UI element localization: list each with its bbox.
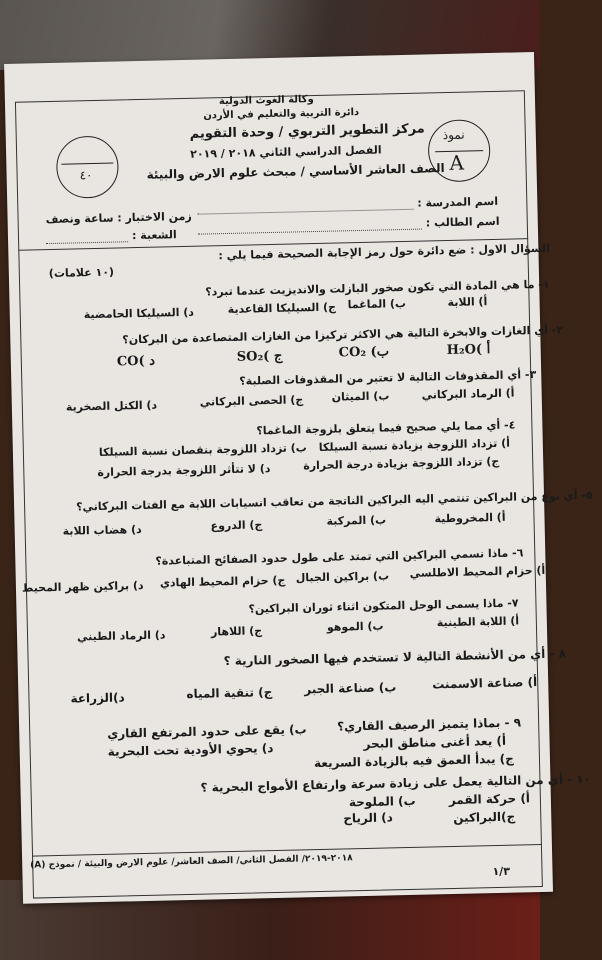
q5-option-d[interactable]: د) هضاب اللابة — [62, 523, 142, 538]
q7-option-c[interactable]: ج) اللاهار — [210, 624, 263, 639]
q7-option-a[interactable]: أ) اللابة الطينية — [436, 614, 520, 630]
q4-option-c[interactable]: ج) تزداد اللزوجة بزيادة درجة الحرارة — [303, 454, 500, 473]
q10-option-a[interactable]: أ) حركة القمر — [448, 791, 531, 808]
q9-option-a[interactable]: أ) يعد أغنى مناطق البحر — [363, 733, 507, 752]
model-letter: A — [449, 150, 465, 175]
question-8: ٨ - أي من الأنشطة التالية لا تستخدم فيها الصخور النارية ؟ — [223, 646, 567, 669]
exam-paper — [4, 52, 593, 904]
q5-option-b[interactable]: ب) المركبة — [326, 513, 387, 528]
q6-option-b[interactable]: ب) براكين الجبال — [295, 569, 390, 585]
q4-option-b[interactable]: ب) تزداد اللزوجة بنقصان نسبة السيلكا — [98, 441, 307, 459]
page-number: ١/٣ — [492, 864, 511, 879]
q8-option-c[interactable]: ج) تنقية المياه — [186, 685, 273, 702]
total-mark: ٤٠ — [79, 168, 93, 183]
q8-option-d[interactable]: د)الزراعة — [70, 690, 125, 706]
q10-option-d[interactable]: د) الرياح — [343, 810, 393, 826]
q3-option-a[interactable]: أ) الرماد البركاني — [421, 386, 515, 402]
course-title: الصف العاشر الأساسي / مبحث علوم الارض والبيئة — [146, 161, 445, 182]
q1-option-c[interactable]: ج) السيليكا القاعدية — [227, 300, 337, 317]
q10-option-b[interactable]: ب) الملوحة — [348, 793, 416, 810]
q4-option-a[interactable]: أ) تزداد اللزوجة بزيادة نسبة السيلكا — [318, 436, 511, 454]
q6-option-c[interactable]: ج) حزام المحيط الهادي — [159, 573, 286, 590]
q10-option-c[interactable]: ج)البراكين — [453, 809, 516, 826]
q3-option-b[interactable]: ب) الميثان — [331, 389, 390, 404]
question-7: ٧- ماذا يسمى الوحل المتكون اثناء ثوران البراكين؟ — [248, 596, 519, 616]
q5-option-c[interactable]: ج) الدروع — [210, 518, 263, 533]
q1-option-a[interactable]: أ) اللابة — [447, 295, 488, 310]
exam-time: زمن الاختبار : ساعة ونصف — [45, 209, 192, 227]
q1-option-d[interactable]: د) السيليكا الحامضية — [83, 305, 195, 322]
section1-instruction: السؤال الاول : ضع دائرة حول رمز الإجابة الصحيحة فيما يلي : — [218, 241, 551, 263]
school-label: اسم المدرسة : — [417, 194, 499, 210]
question-9: ٩ - بماذا يتميز الرصيف القاري؟ — [337, 715, 522, 734]
semester: الفصل الدراسي الثاني ٢٠١٨ / ٢٠١٩ — [190, 143, 382, 161]
q8-option-b[interactable]: ب) صناعة الجبر — [304, 680, 397, 697]
question-2: ٢- أي الغازات والابخرة التالية هي الاكثر تركيزا من الغازات المتصاعدة من البركان؟ — [122, 323, 564, 347]
q3-option-c[interactable]: ج) الحصى البركاني — [199, 393, 304, 409]
model-label: نموذ — [442, 127, 465, 143]
footer-text: ٢٠١٨-٢٠١٩/ الفصل الثاني/ الصف العاشر/ علوم الارض والبيئة / نموذج (A) — [30, 853, 353, 871]
q2-option-d[interactable]: CO( د — [116, 353, 156, 370]
q9-option-c[interactable]: ج) يبدأ العمق فيه بالزيادة السريعة — [313, 751, 514, 771]
q6-option-a[interactable]: أ) حزام المحيط الاطلسي — [409, 563, 546, 580]
section1-marks: (١٠ علامات) — [48, 265, 115, 281]
q2-option-b[interactable]: CO₂ (ب — [338, 344, 390, 361]
center-title: مركز التطوير التربوي / وحدة التقويم — [189, 121, 425, 142]
q9-option-d[interactable]: د) يحوي الأودية تحت البحرية — [107, 741, 274, 759]
section-label: الشعبة : — [131, 228, 177, 243]
q6-option-d[interactable]: د) براكين ظهر المحيط — [21, 578, 144, 595]
question-6: ٦- ماذا نسمي البراكين التي تمتد على طول حدود الصفائح المتباعدة؟ — [155, 546, 524, 568]
q4-option-d[interactable]: د) لا تتأثر اللزوجة بدرجة الحرارة — [97, 462, 271, 479]
question-5: ٥- أي نوع من البراكين تنتمي اليه البراكين الناتجة من تعاقب انسيابات اللابة مع الفتات البركاني؟ — [75, 488, 593, 514]
q2-option-a[interactable]: H₂O( أ — [446, 342, 491, 359]
question-1: ١- ما هي المادة التي تكون صخور البازلت والانديزيت عندما تبرد؟ — [205, 277, 550, 299]
ministry-top: وكالة الغوث الدولية — [218, 93, 314, 108]
directorate: دائرة التربية والتعليم في الأردن — [203, 106, 360, 122]
question-10: ١٠ - أي من التالية يعمل على زيادة سرعة وارتفاع الأمواج البحرية ؟ — [200, 771, 592, 795]
q3-option-d[interactable]: د) الكتل الصخرية — [65, 398, 158, 414]
q7-option-d[interactable]: د) الرماد الطيني — [76, 628, 166, 644]
q9-option-b[interactable]: ب) يقع على حدود المرتفع القاري — [107, 722, 307, 741]
student-label: اسم الطالب : — [425, 214, 500, 230]
q1-option-b[interactable]: ب) الماغما — [347, 296, 407, 312]
q7-option-b[interactable]: ب) الموهو — [326, 619, 384, 634]
question-4: ٤- أي مما يلي صحيح فيما يتعلق بلزوجة الماغما؟ — [256, 418, 516, 438]
question-3: ٣- أي المقذوفات التالية لا تعتبر من المقذوفات الصلبة؟ — [239, 368, 537, 388]
q8-option-a[interactable]: أ) صناعة الاسمنت — [432, 675, 538, 692]
q2-option-c[interactable]: SO₂( ج — [236, 348, 283, 365]
q5-option-a[interactable]: أ) المخروطية — [434, 510, 506, 526]
